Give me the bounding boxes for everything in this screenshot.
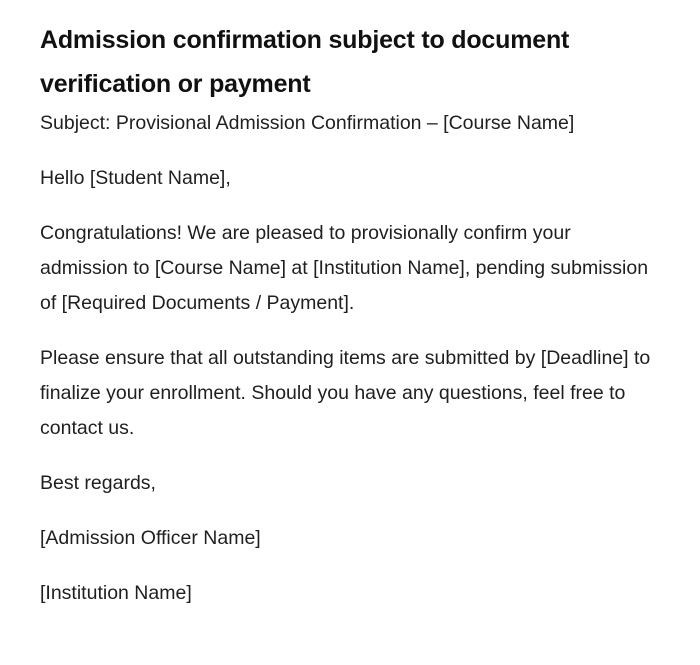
body-paragraph-1: Congratulations! We are pleased to provisionally confirm your admission to [Course Name] at [Institution Name], pending submission of [Required Documents / Payment]. [40, 222, 649, 314]
signature-name: [Admission Officer Name] [40, 527, 261, 549]
letter-document [40, 18, 660, 611]
body-paragraph-2: Please ensure that all outstanding items are submitted by [Deadline] to finalize your enrollment. Should you have any questions, feel free to contact us. [40, 347, 651, 439]
greeting: Hello [Student Name], [40, 167, 231, 189]
subject-line: Subject: Provisional Admission Confirmation – [Course Name] [40, 112, 575, 134]
closing: Best regards, [40, 472, 156, 494]
signature-institution: [Institution Name] [40, 582, 192, 604]
document-title: Admission confirmation subject to document verification or payment [40, 26, 570, 98]
